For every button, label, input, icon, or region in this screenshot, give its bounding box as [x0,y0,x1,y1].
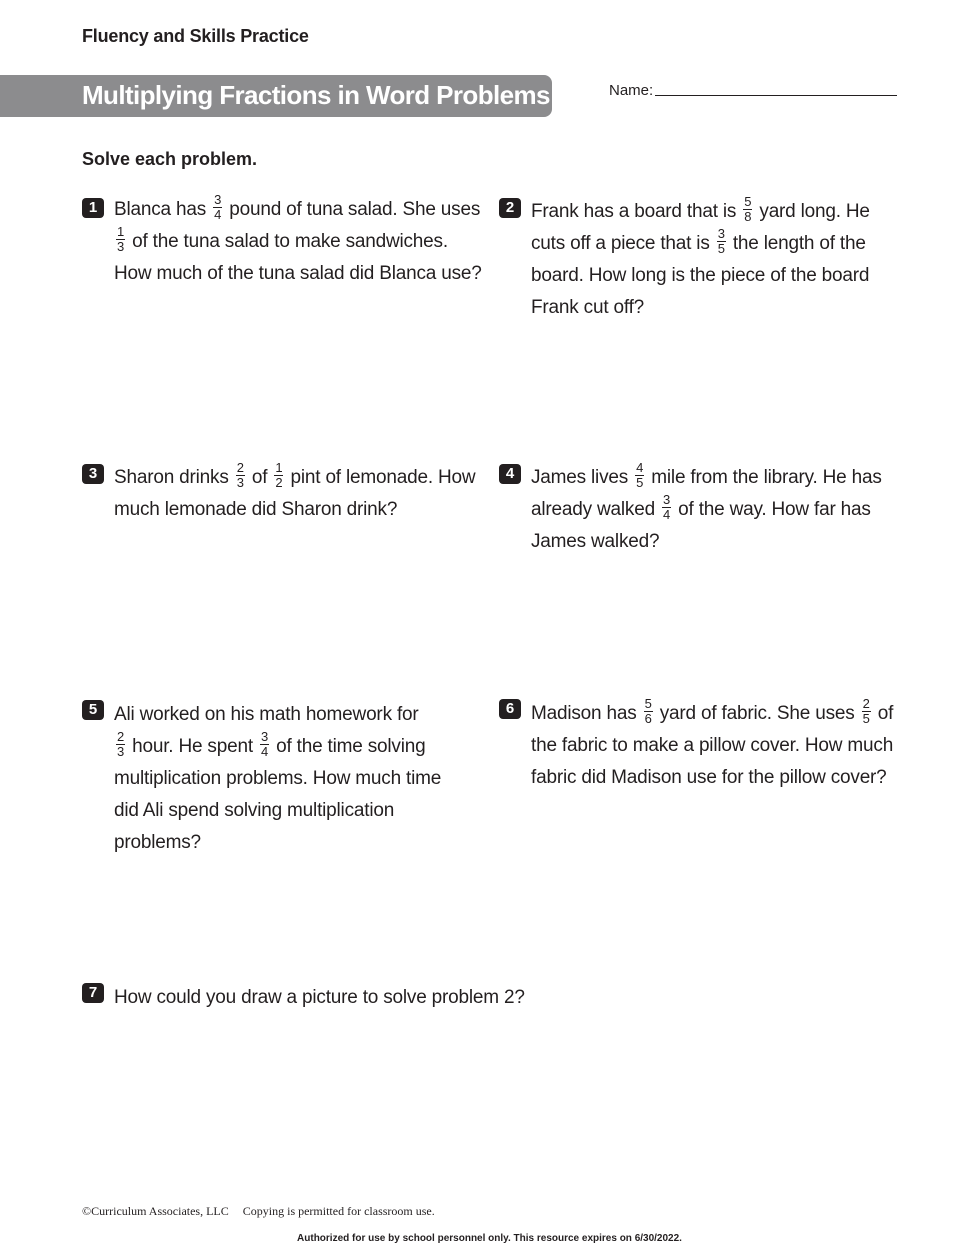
name-label: Name: [609,82,654,99]
problem-3-text: Sharon drinks $\frac{2}{3}$ of $\frac{1}{2}$ pint of lemonade. How much lemonade did Sharon drink? [114,460,476,520]
problem-number-badge: 7 [82,983,104,1003]
fraction: $\frac{5}{6}$ [644,696,652,727]
footer-copyright: ©Curriculum Associates, LLC Copying is permitted for classroom use. [82,1204,435,1218]
problem-number-badge: 4 [499,464,521,484]
fraction: $\frac{2}{3}$ [117,729,125,760]
page-title: Multiplying Fractions in Word Problems [82,80,550,110]
problem-number-badge: 5 [82,700,104,720]
fraction: $\frac{5}{8}$ [744,194,752,225]
fraction: $\frac{2}{5}$ [862,696,870,727]
fraction: $\frac{3}{4}$ [261,729,269,760]
problem-number-badge: 6 [499,699,521,719]
problem-5-text: Ali worked on his math homework for $\frac{2}{3}$ hour. He spent $\frac{3}{4}$ of the time solving multiplication problems. How much time did Ali spend solving multiplication problems? [114,704,442,853]
title-banner [0,75,552,117]
fraction: $\frac{3}{4}$ [663,492,671,523]
name-field[interactable] [655,95,897,96]
problem-number-badge: 3 [82,464,104,484]
fraction: $\frac{3}{5}$ [717,226,725,257]
footer-authorization: Authorized for use by school personnel only. This resource expires on 6/30/2022. [297,1233,682,1244]
problem-1-text: Blanca has $\frac{3}{4}$ pound of tuna salad. She uses $\frac{1}{3}$ of the tuna salad to make sandwiches. How much of the tuna salad did Blanca use? [114,192,482,284]
problem-4-text: James lives $\frac{4}{5}$ mile from the library. He has already walked $\frac{3}{4}$ of the way. How far has James walked? [531,460,882,552]
fraction: $\frac{1}{2}$ [275,460,283,491]
fraction: $\frac{3}{4}$ [214,192,222,223]
fraction: $\frac{2}{3}$ [236,460,244,491]
problem-number-badge: 1 [82,198,104,218]
fraction: $\frac{4}{5}$ [636,460,644,491]
problem-number-badge: 2 [499,198,521,218]
section-label: Fluency and Skills Practice [82,26,309,46]
fraction: $\frac{1}{3}$ [117,224,125,255]
problem-2-text: Frank has a board that is $\frac{5}{8}$ yard long. He cuts off a piece that is $\frac{3}{5}$ the length of the board. How long is the piece of the board Frank cut off? [531,194,870,318]
problem-7-text: How could you draw a picture to solve problem 2? [114,987,525,1008]
instructions: Solve each problem. [82,149,258,169]
problem-6-text: Madison has $\frac{5}{6}$ yard of fabric. She uses $\frac{2}{5}$ of the fabric to make a pillow cover. How much fabric did Madison use for the pillow cover? [531,696,894,788]
